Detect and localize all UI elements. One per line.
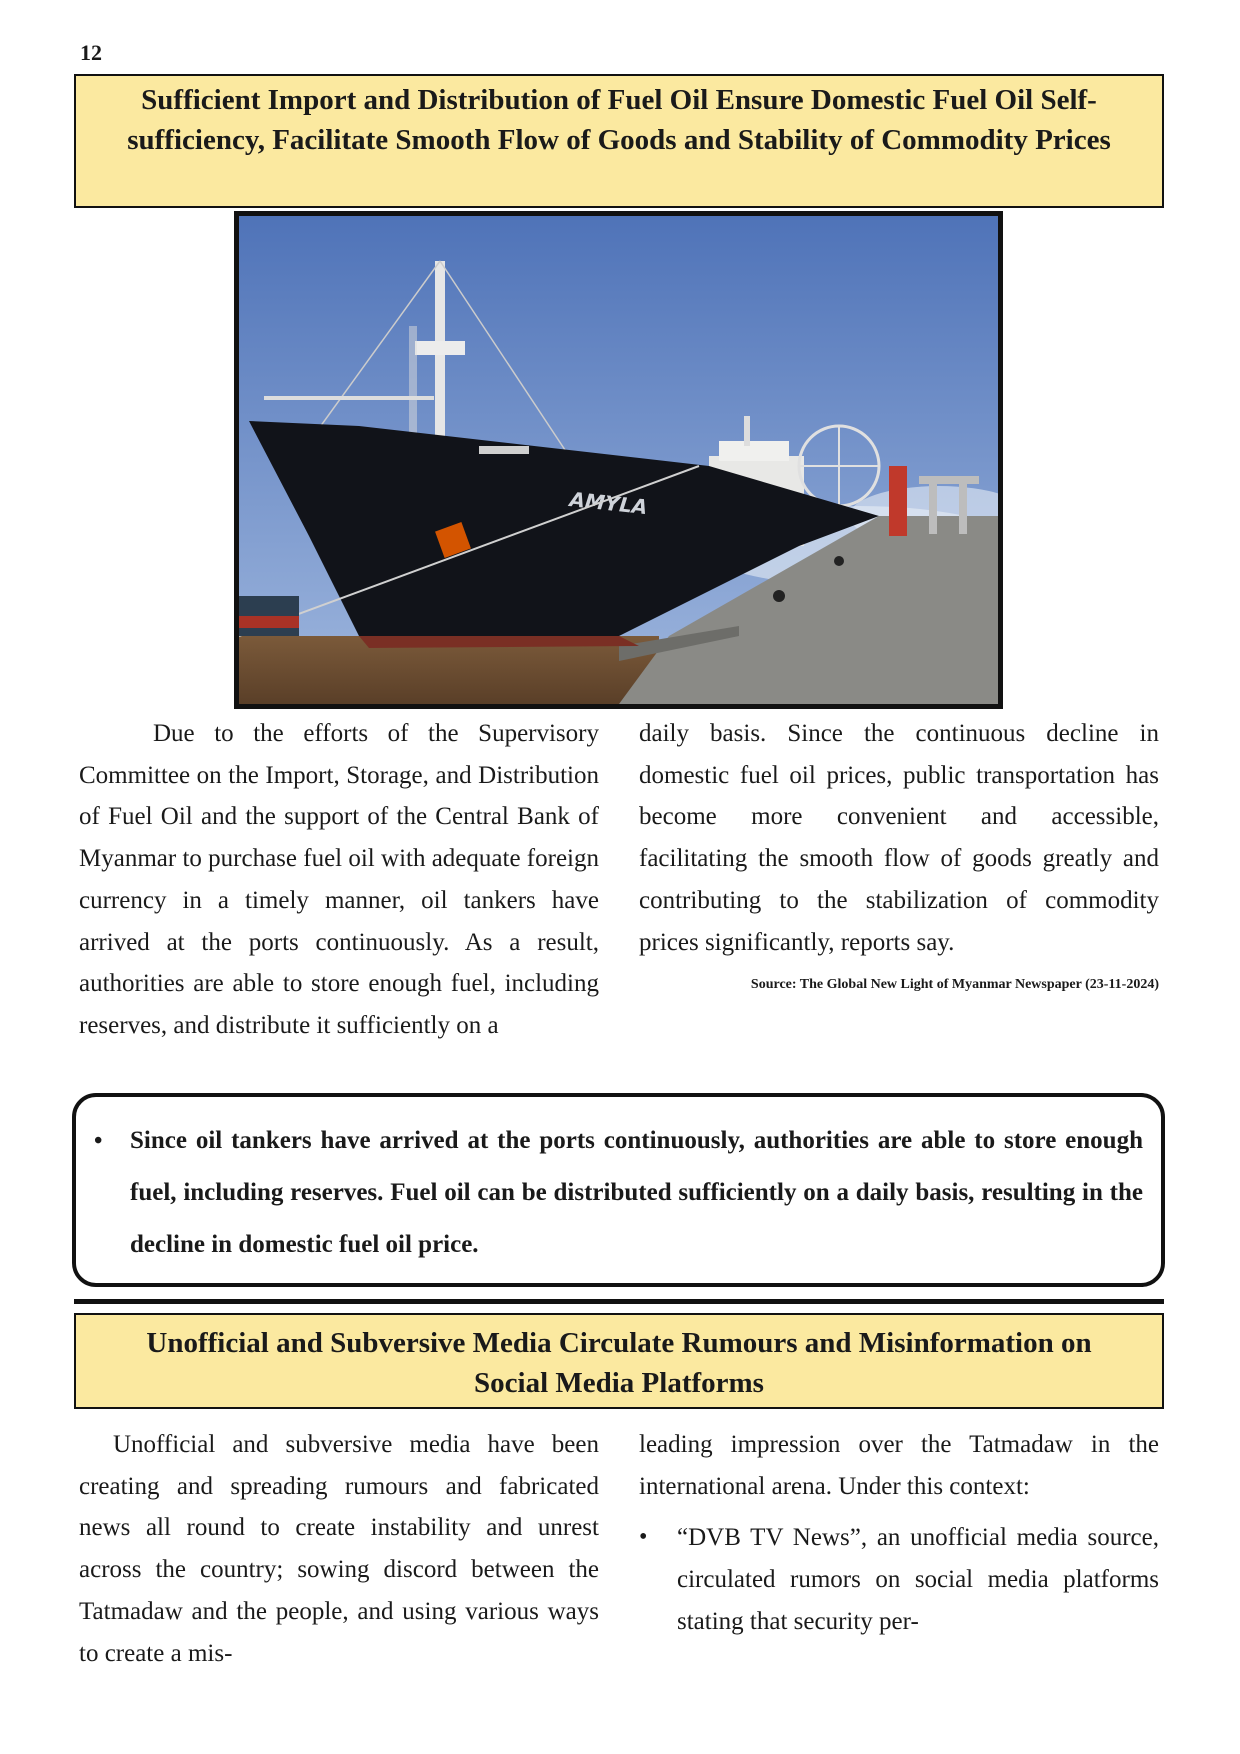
article-1-headline: Sufficient Import and Distribution of Fuel Oil Ensure Domestic Fuel Oil Self-sufficiency, Facilitate Smooth Flow of Goods and Stability of Commodity Prices — [74, 74, 1164, 208]
article-2-left-column — [79, 1424, 599, 1674]
article-2-body-left: Unofficial and subversive media have been creating and spreading rumours and fabricated news all round to create instability and unrest across the country; sowing discord between the Tatmadaw and the people, and using various ways to create a mis- — [79, 1431, 599, 1667]
article-1-body-left: Due to the efforts of the Supervisory Committee on the Import, Storage, and Distribution of Fuel Oil and the support of the Central Bank of Myanmar to purchase fuel oil with adequate foreign currency in a timely manner, oil tankers have arrived at the ports continuously. As a result, authorities are able to store enough fuel, including reserves, and distribute it sufficiently on a — [79, 720, 599, 1039]
summary-bullet-item — [94, 1115, 1143, 1271]
article-2-body-right: leading impression over the Tatmadaw in the international arena. Under this context: — [639, 1431, 1159, 1500]
article-2-bullet-text: “DVB TV News”, an unofficial media source, circulated rumors on social media platforms stating that security per- — [677, 1524, 1159, 1635]
article-2-bullet-item — [639, 1517, 1159, 1642]
section-divider — [74, 1299, 1164, 1304]
article-1-right-column — [639, 713, 1159, 995]
summary-text: Since oil tankers have arrived at the ports continuously, authorities are able to store enough fuel, including reserves. Fuel oil can be distributed sufficiently on a daily basis, resulting in the decline in domestic fuel oil price. — [130, 1127, 1143, 1258]
bullet-icon: • — [639, 1524, 648, 1551]
page-number: 12 — [80, 40, 102, 65]
article-2-headline: Unofficial and Subversive Media Circulate Rumours and Misinformation on Social Media Platforms — [74, 1313, 1164, 1409]
bullet-icon: • — [94, 1128, 103, 1154]
article-1-summary-box — [72, 1093, 1165, 1287]
tanker-photo — [234, 211, 1003, 709]
ship-name: AMYLA — [568, 487, 649, 520]
article-1-source: Source: The Global New Light of Myanmar Newspaper (23-11-2024) — [750, 977, 1159, 993]
article-1-body-right: daily basis. Since the continuous decline in domestic fuel oil prices, public transportation has become more convenient and accessible, facilitating the smooth flow of goods greatly and contributing to the stabilization of commodity prices significantly, reports say. — [639, 720, 1159, 956]
article-2-right-column — [639, 1424, 1159, 1643]
article-1-left-column — [79, 713, 599, 1047]
